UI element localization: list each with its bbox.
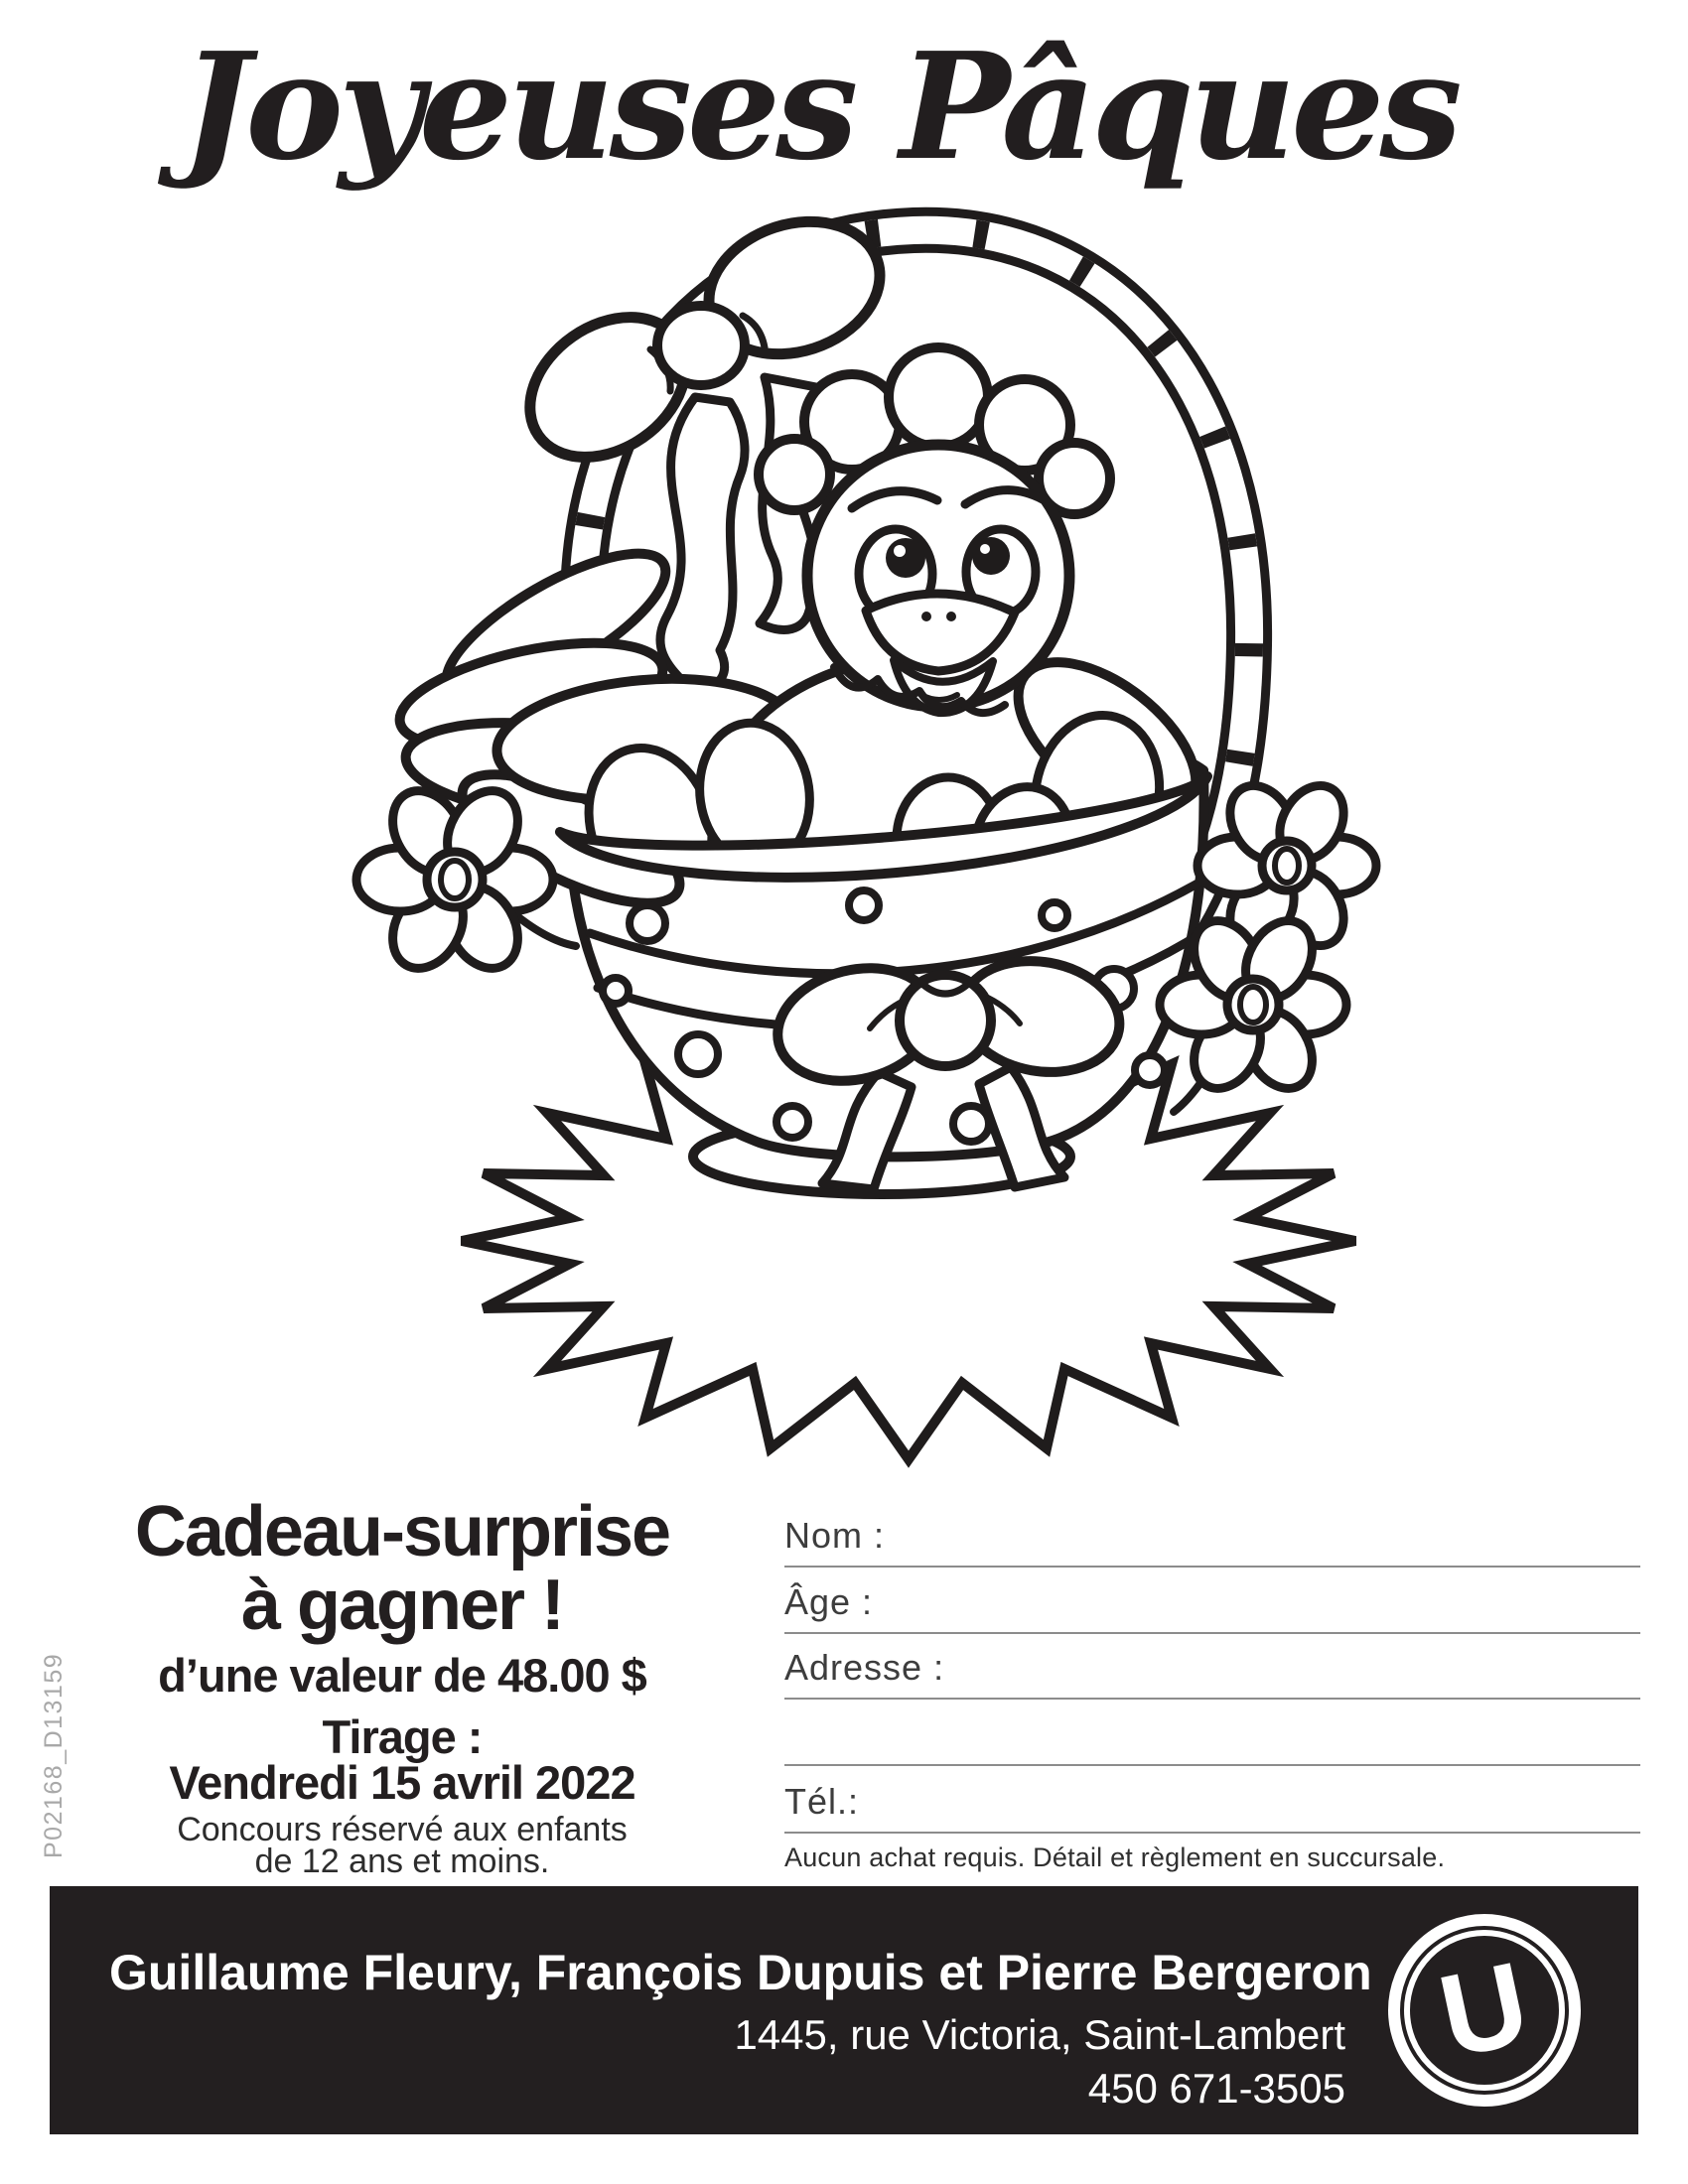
eligibility-line1: Concours réservé aux enfants <box>177 1811 628 1848</box>
form-field-tel <box>784 1778 1640 1834</box>
form-label-nom: Nom : <box>784 1515 886 1556</box>
footer-bar <box>50 1886 1638 2134</box>
form-field-age <box>784 1578 1640 1634</box>
promo-heading-line1: Cadeau-surprise <box>134 1492 670 1571</box>
form-field-adresse <box>784 1644 1640 1700</box>
form-label-adresse: Adresse : <box>784 1647 945 1688</box>
draw-date: Vendredi 15 avril 2022 <box>169 1756 635 1809</box>
form-label-age: Âge : <box>784 1581 874 1622</box>
store-address: 1445, rue Victoria, Saint-Lambert <box>734 2011 1345 2058</box>
promo-heading-line2: à gagner ! <box>240 1566 564 1645</box>
owner-names: Guillaume Fleury, François Dupuis et Pierre Bergeron <box>109 1945 1372 2000</box>
form-field-adresse-line2 <box>784 1710 1640 1766</box>
logo-letter: U <box>1429 1937 1540 2084</box>
form-field-nom <box>784 1512 1640 1568</box>
eligibility-line2: de 12 ans et moins. <box>254 1843 550 1880</box>
uniprix-logo-icon <box>1388 1914 1581 2107</box>
store-phone: 450 671-3505 <box>1087 2065 1345 2112</box>
footer-text-block <box>109 1944 1372 2113</box>
promo-value: d’une valeur de 48.00 $ <box>158 1649 646 1702</box>
production-code: P02168_D13159 <box>40 1652 68 1858</box>
draw-label: Tirage : <box>322 1710 483 1763</box>
form-disclaimer: Aucun achat requis. Détail et règlement en succursale. <box>784 1843 1446 1872</box>
form-label-tel: Tél.: <box>784 1781 860 1822</box>
page-title: Joyeuses Pâques <box>181 20 1458 193</box>
